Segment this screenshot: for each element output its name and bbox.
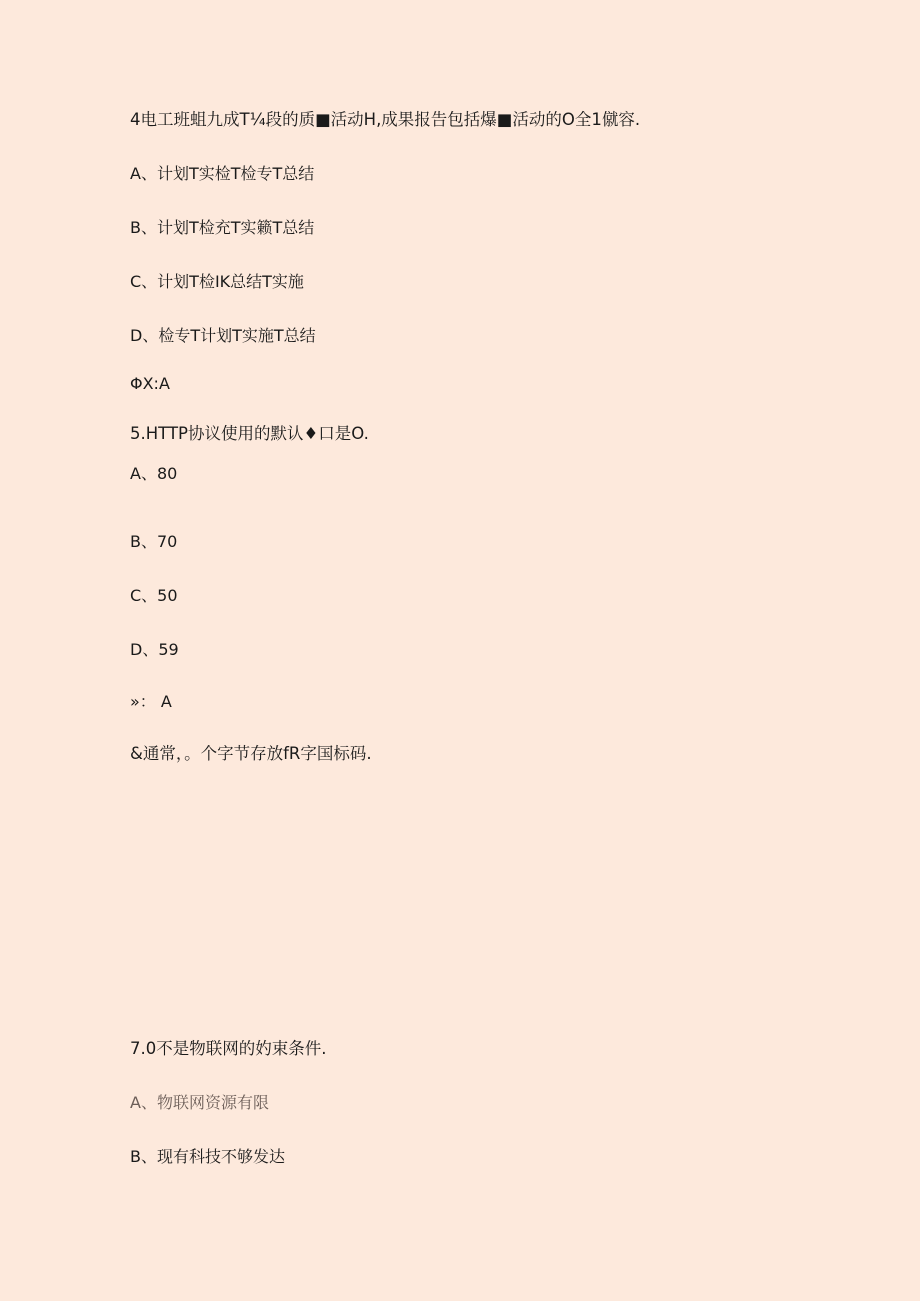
question-5-option-c: C、50 [130,586,178,605]
question-5-option-d: D、59 [130,640,179,659]
question-6-text: &通常，。个字节存放fR字国标码. [130,744,372,763]
question-4-answer: ΦX:A [130,374,170,393]
question-7-text: 7.0不是物联网的妁束条件. [130,1039,327,1058]
question-4-option-a: A、计划T实检T检专T总结 [130,164,315,183]
question-4-option-d: D、检专T计划T实施T总结 [130,326,316,345]
question-7-option-a: A、物联网资源有限 [130,1093,269,1112]
question-5-text: 5.HTTP协议使用的默认♦口是O. [130,424,369,443]
question-5-answer: »： A [130,692,172,711]
question-5-option-a: A、80 [130,464,178,483]
question-4-option-b: B、计划T检充T实籁T总结 [130,218,315,237]
question-7-option-b: B、现有科技不够发达 [130,1147,285,1166]
question-4-text: 4电工班蛆九成T¼段的质■活动H,成果报告包括爆■活动的O全1僦容. [130,110,641,129]
question-4-option-c: C、计划T检IK总结T实施 [130,272,304,291]
question-5-option-b: B、70 [130,532,178,551]
